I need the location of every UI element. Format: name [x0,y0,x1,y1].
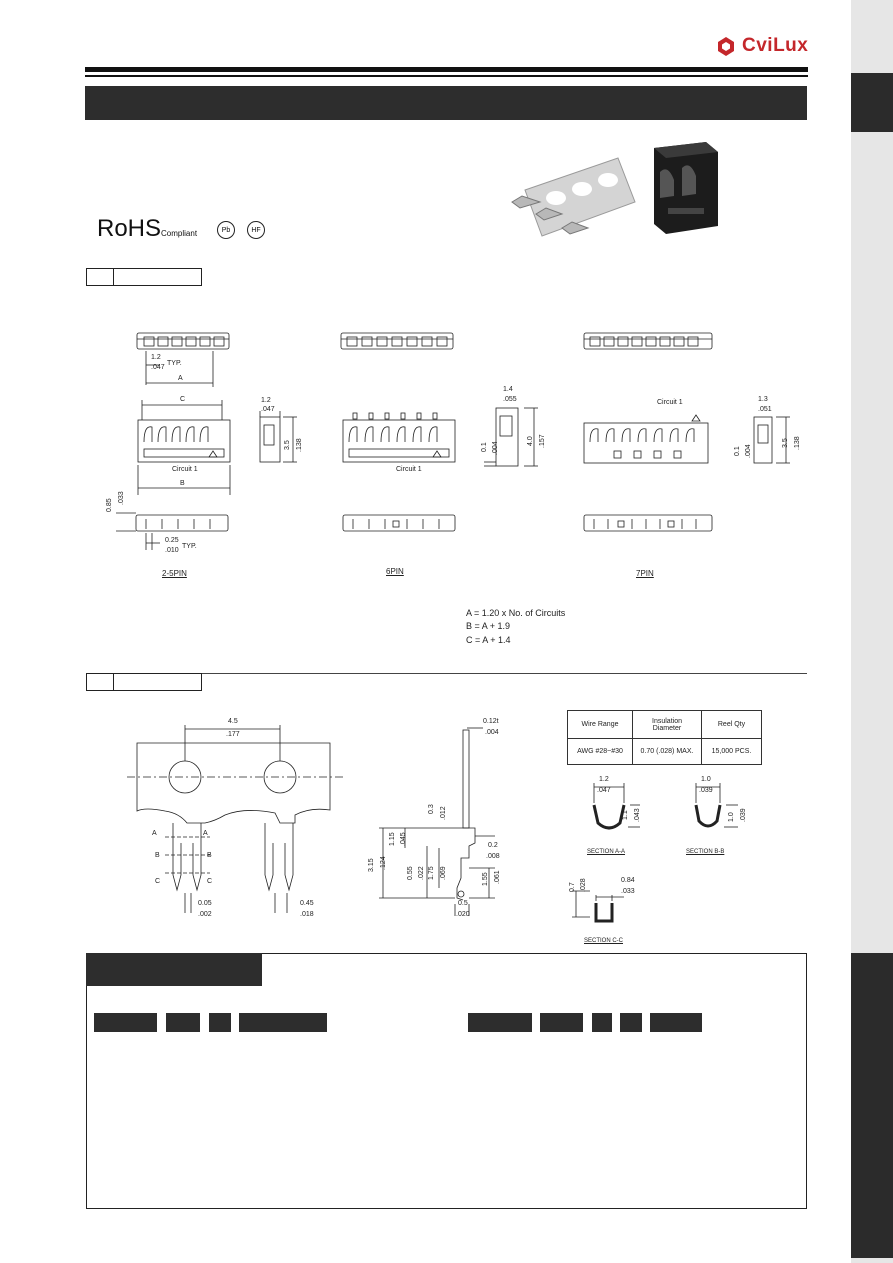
section-number-box [87,674,114,690]
section-heading-housing [86,268,202,286]
part-number-block [540,1013,583,1032]
dim-d155-in: .061 [494,870,501,884]
part-number-block [620,1013,642,1032]
dim-side3-off-in: .004 [745,444,752,458]
cc-w-in: .033 [621,888,635,895]
dim-side1-h-in: .138 [296,438,303,452]
circuit-label-3: Circuit 1 [657,399,683,406]
part-number-block [239,1013,327,1032]
section-aa-drawing [588,775,648,837]
th-insulation: Insulation Diameter [633,711,702,739]
dim-b: B [180,480,185,487]
dim-side2-h-mm: 4.0 [527,436,534,446]
dim-d03-in: .012 [440,806,447,820]
dim-d03-mm: 0.3 [428,804,435,814]
dim-side2-off-in: .004 [492,441,499,455]
dim-c: C [180,396,186,403]
sidebar-tab-bottom [851,953,893,1258]
section-bb-drawing [690,775,750,837]
dim-d115-mm: 1.15 [389,832,396,846]
dim-d315-mm: 3.15 [368,858,375,872]
section-mark-b-left: B [155,852,160,859]
dim-side3-w-in: .051 [758,406,772,413]
housing-6pin-drawing [335,325,465,545]
aa-w-mm: 1.2 [599,776,609,783]
housing-7pin-drawing [580,325,715,545]
label-7pin: 7PIN [636,569,654,578]
hf-badge: HF [247,221,265,239]
td-insulation-value: 0.70 (.028) [640,748,675,755]
label-6pin: 6PIN [386,567,404,576]
dim-d05-mm: 0.5 [458,900,468,907]
dim-pitch-in: .047 [151,364,165,371]
sidebar-tab-top [851,73,893,132]
formula-a: A = 1.20 x No. of Circuits [466,608,566,618]
dim-side1-w-mm: 1.2 [261,397,271,404]
section-mark-c-left: C [155,878,161,885]
td-reel-qty: 15,000 PCS. [702,739,762,765]
cc-w-mm: 0.84 [621,877,635,884]
dim-bottom-mm: 0.85 [106,498,113,512]
dim-thick-in: .004 [485,729,499,736]
circuit-label-2: Circuit 1 [396,466,422,473]
dim-side2-w-mm: 1.4 [503,386,513,393]
dim-side2-w-in: .055 [503,396,517,403]
section-cc-drawing [568,875,628,930]
dim-a: A [178,375,183,382]
td-insulation [633,739,702,765]
dim-d315-in: .124 [380,856,387,870]
dim-thick-mm: 0.12t [483,718,499,725]
ordering-info-header [86,953,262,986]
dim-pitch-typ: TYP. [167,360,182,367]
part-number-block [166,1013,200,1032]
section-number-box [87,269,114,285]
th-wire-range: Wire Range [568,711,633,739]
dim-slot-in: .010 [165,547,179,554]
part-number-block [94,1013,157,1032]
title-bar [85,86,807,120]
dim-side3-w-mm: 1.3 [758,396,768,403]
dim-d175-mm: 1.75 [428,866,435,880]
dim-bottom-in: .033 [118,491,125,505]
dim-reel-pitch-mm: 4.5 [228,718,238,725]
dim-side2-off-mm: 0.1 [481,442,488,452]
section-mark-a-left: A [152,830,157,837]
dim-d115-in: .045 [400,832,407,846]
rohs-text: RoHS [97,215,162,242]
td-insulation-max: MAX. [676,748,694,755]
dim-slot-mm: 0.25 [165,537,179,544]
dim-d02-mm: 0.2 [488,842,498,849]
label-section-aa: SECTION A-A [587,849,626,855]
dim-slot-typ: TYP. [182,543,197,550]
dim-d055-in: .022 [418,866,425,880]
dim-tip1-in: .002 [198,911,212,918]
header-rule-thick [85,67,808,72]
dim-tip2-in: .018 [300,911,314,918]
aa-w-in: .047 [597,787,611,794]
cc-h-in: .028 [580,878,587,892]
aa-h-in: .043 [634,808,641,822]
dim-side3-h-in: .138 [794,436,801,450]
label-section-cc: SECTION C-C [584,938,623,944]
label-section-bb: SECTION B-B [686,849,725,855]
dim-d055-mm: 0.55 [407,866,414,880]
dim-side1-h-mm: 3.5 [284,440,291,450]
ordering-info-frame [86,953,807,1209]
terminal-reel-drawing [115,715,355,920]
label-2-5pin: 2-5PIN [162,569,187,578]
rohs-compliant: Compliant [161,229,198,238]
dim-pitch-mm: 1.2 [151,354,161,361]
section-mark-b-right: B [207,852,212,859]
pb-free-badge: Pb [217,221,235,239]
bb-w-in: .039 [699,787,713,794]
header-rule-thin [85,75,808,77]
part-number-block [650,1013,702,1032]
td-wire-range: AWG #28~#30 [568,739,633,765]
part-number-block [468,1013,532,1032]
part-number-block [592,1013,612,1032]
dim-reel-pitch-in: .177 [226,731,240,738]
bb-h-in: .039 [740,808,747,822]
dim-d175-in: .069 [440,866,447,880]
circuit-label-1: Circuit 1 [172,466,198,473]
formula-b: B = A + 1.9 [466,621,511,631]
housing-image [648,138,724,236]
dim-side1-w-in: .047 [261,406,275,413]
section-mark-a-right: A [203,830,208,837]
dim-tip1-mm: 0.05 [198,900,212,907]
formula-c: C = A + 1.4 [466,635,511,645]
dim-side3-h-mm: 3.5 [782,438,789,448]
dim-d05-in: .020 [456,911,470,918]
terminal-reel-image [500,150,640,240]
cc-h-mm: 0.7 [569,882,576,892]
dim-d155-mm: 1.55 [482,872,489,886]
aa-h-mm: 1.1 [622,810,629,820]
part-number-block [209,1013,231,1032]
terminal-spec-table [567,710,762,765]
dim-tip2-mm: 0.45 [300,900,314,907]
bb-w-mm: 1.0 [701,776,711,783]
terminal-side-drawing [365,718,515,923]
rohs-label [97,215,197,243]
brand-name: CviLux [742,35,809,56]
dim-side3-off-mm: 0.1 [734,446,741,456]
th-reel-qty: Reel Qty [702,711,762,739]
section-heading-terminal [86,673,202,691]
section-mark-c-right: C [207,878,213,885]
bb-h-mm: 1.0 [728,812,735,822]
dim-side2-h-in: .157 [539,434,546,448]
dim-d02-in: .008 [486,853,500,860]
